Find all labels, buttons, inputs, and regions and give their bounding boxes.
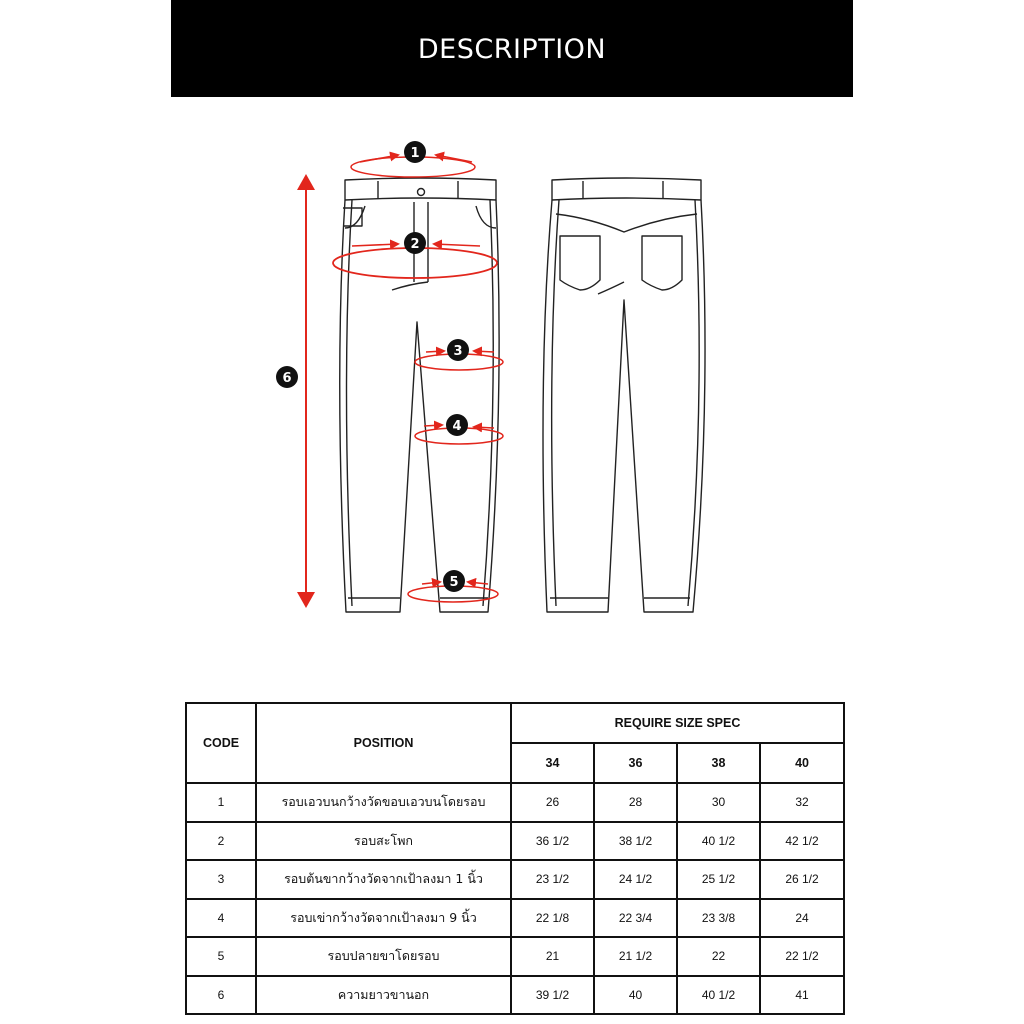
cell-position: รอบเอวบนกว้างวัดขอบเอวบนโดยรอบ <box>256 783 511 822</box>
header-size-38: 38 <box>677 743 760 783</box>
cell-value: 23 3/8 <box>677 899 760 938</box>
cell-value: 22 3/4 <box>594 899 677 938</box>
marker-4-label: 4 <box>452 419 462 434</box>
cell-value: 41 <box>760 976 844 1015</box>
header-code: CODE <box>186 703 256 783</box>
table-row <box>186 899 844 938</box>
cell-value: 25 1/2 <box>677 860 760 899</box>
table-row <box>186 783 844 822</box>
cell-value: 26 1/2 <box>760 860 844 899</box>
header-position: POSITION <box>256 703 511 783</box>
cell-code: 4 <box>186 899 256 938</box>
cell-value: 36 1/2 <box>511 822 594 861</box>
measure-knee <box>415 414 503 444</box>
cell-value: 42 1/2 <box>760 822 844 861</box>
cell-code: 3 <box>186 860 256 899</box>
cell-value: 39 1/2 <box>511 976 594 1015</box>
marker-6-label: 6 <box>282 371 292 386</box>
header-size-40: 40 <box>760 743 844 783</box>
cell-value: 32 <box>760 783 844 822</box>
table-row <box>186 937 844 976</box>
cell-code: 2 <box>186 822 256 861</box>
cell-value: 22 1/8 <box>511 899 594 938</box>
cell-value: 40 1/2 <box>677 822 760 861</box>
marker-2-label: 2 <box>410 237 420 252</box>
table-row <box>186 822 844 861</box>
header-size-36: 36 <box>594 743 677 783</box>
cell-value: 26 <box>511 783 594 822</box>
measure-outseam <box>276 174 315 608</box>
cell-value: 28 <box>594 783 677 822</box>
measure-waist <box>351 141 475 177</box>
cell-position: ความยาวขานอก <box>256 976 511 1015</box>
table-row <box>186 976 844 1015</box>
cell-value: 22 <box>677 937 760 976</box>
cell-value: 22 1/2 <box>760 937 844 976</box>
cell-position: รอบปลายขาโดยรอบ <box>256 937 511 976</box>
marker-3-label: 3 <box>453 344 463 359</box>
cell-value: 30 <box>677 783 760 822</box>
cell-value: 24 1/2 <box>594 860 677 899</box>
table-row <box>186 860 844 899</box>
header-require-size-spec: REQUIRE SIZE SPEC <box>511 703 844 743</box>
cell-value: 21 1/2 <box>594 937 677 976</box>
cell-position: รอบเข่ากว้างวัดจากเป้าลงมา 9 นิ้ว <box>256 899 511 938</box>
header-size-34: 34 <box>511 743 594 783</box>
cell-position: รอบสะโพก <box>256 822 511 861</box>
cell-value: 23 1/2 <box>511 860 594 899</box>
size-spec-table <box>185 702 845 1015</box>
cell-code: 5 <box>186 937 256 976</box>
cell-value: 21 <box>511 937 594 976</box>
cell-value: 38 1/2 <box>594 822 677 861</box>
cell-code: 1 <box>186 783 256 822</box>
marker-5-label: 5 <box>449 575 459 590</box>
measure-thigh <box>415 339 503 370</box>
pants-back-view <box>543 178 705 612</box>
cell-position: รอบต้นขากว้างวัดจากเป้าลงมา 1 นิ้ว <box>256 860 511 899</box>
measure-hip <box>333 232 497 278</box>
marker-1-label: 1 <box>410 146 420 161</box>
cell-value: 40 1/2 <box>677 976 760 1015</box>
page-title: DESCRIPTION <box>417 34 607 65</box>
cell-value: 24 <box>760 899 844 938</box>
cell-value: 40 <box>594 976 677 1015</box>
cell-code: 6 <box>186 976 256 1015</box>
